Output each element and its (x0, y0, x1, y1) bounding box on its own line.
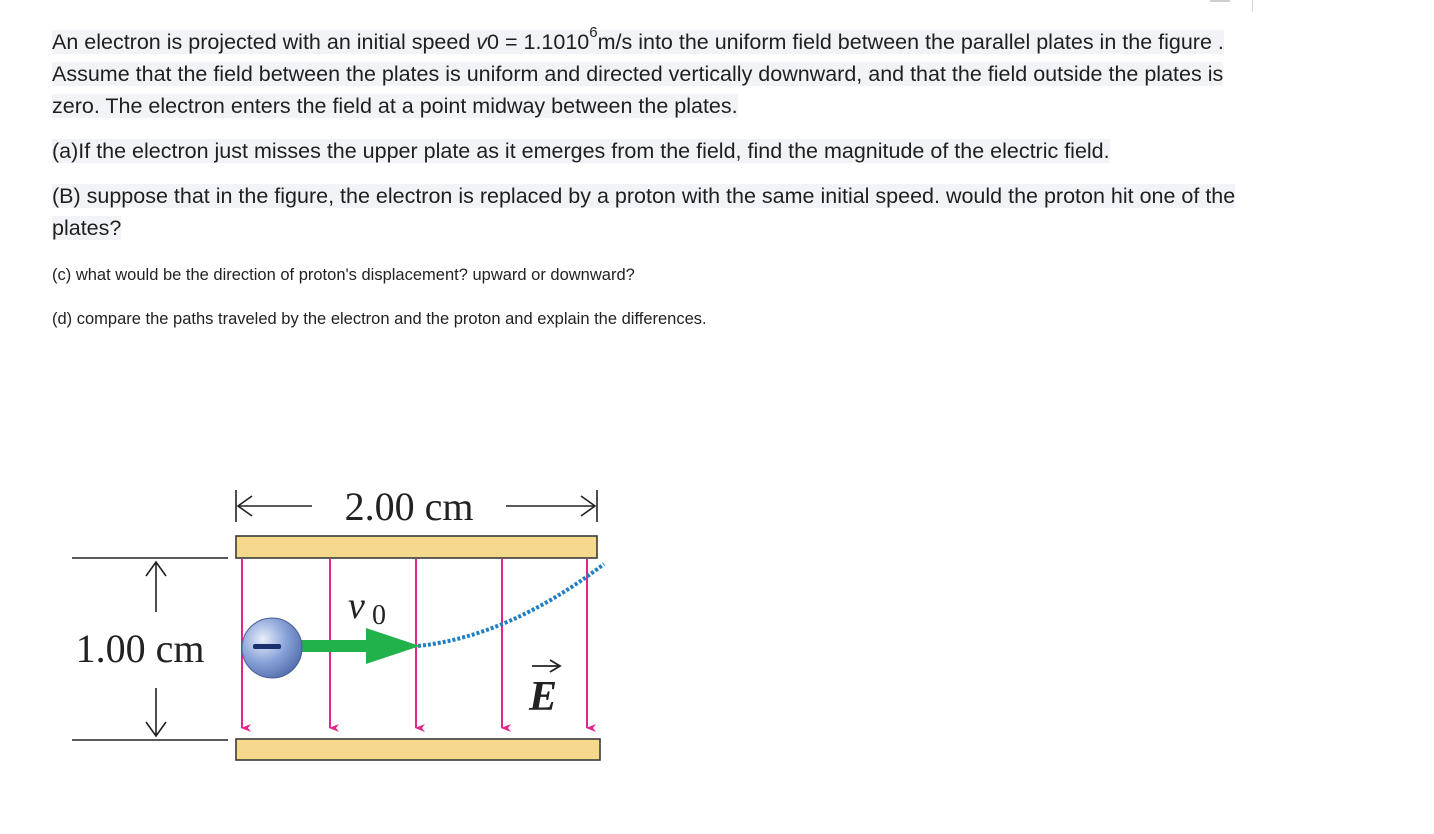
parallel-plates-figure (60, 478, 620, 778)
question-part-d: (d) compare the paths traveled by the electron and the proton and explain the differences. (52, 310, 707, 328)
upper-plate (236, 536, 597, 558)
question-content (52, 23, 1252, 352)
part-b-text: (B) suppose that in the figure, the electron is replaced by a proton with the same initial speed. would the proton hit one of the plates? (52, 184, 1236, 240)
question-part-c: (c) what would be the direction of proton's displacement? upward or downward? (52, 266, 635, 284)
v0-subscript: 0 (487, 30, 499, 54)
part-a-text: (a)If the electron just misses the upper plate as it emerges from the field, find the magnitude of the electric field. (52, 139, 1110, 163)
speed-value: = 1.1010 (499, 30, 590, 54)
electron (242, 618, 302, 678)
lower-plate (236, 739, 600, 760)
intro-text-start: An electron is projected with an initial speed (52, 30, 477, 54)
top-scroll-indicator (1210, 0, 1230, 2)
plate-separation-label: 1.00 cm (75, 626, 205, 671)
scroll-divider (1252, 0, 1253, 12)
v0-symbol: v (476, 30, 488, 54)
velocity-subscript: 0 (372, 600, 386, 631)
plate-length-label: 2.00 cm (344, 484, 474, 529)
velocity-label (348, 585, 386, 631)
intro-highlight (52, 23, 1224, 118)
velocity-symbol: v (348, 585, 365, 627)
intro-text-end: m/s into the uniform field between the parallel plates in the figure . Assume that the field between the plates is uniform and directed vertically downward, and that the field outside the plates is zero. The electron enters the field at a point midway between the plates. (52, 30, 1224, 118)
minus-sign-icon (253, 644, 281, 649)
length-dimension (236, 484, 597, 529)
field-label (528, 660, 560, 720)
velocity-arrow (298, 628, 420, 664)
question-intro (52, 23, 1252, 122)
figure-svg (60, 478, 620, 778)
electron-trajectory (418, 564, 604, 646)
field-symbol: E (528, 674, 558, 720)
question-part-b (52, 180, 1252, 244)
speed-exponent: 6 (589, 23, 598, 41)
question-part-a (52, 135, 1252, 167)
separation-dimension (72, 558, 228, 740)
